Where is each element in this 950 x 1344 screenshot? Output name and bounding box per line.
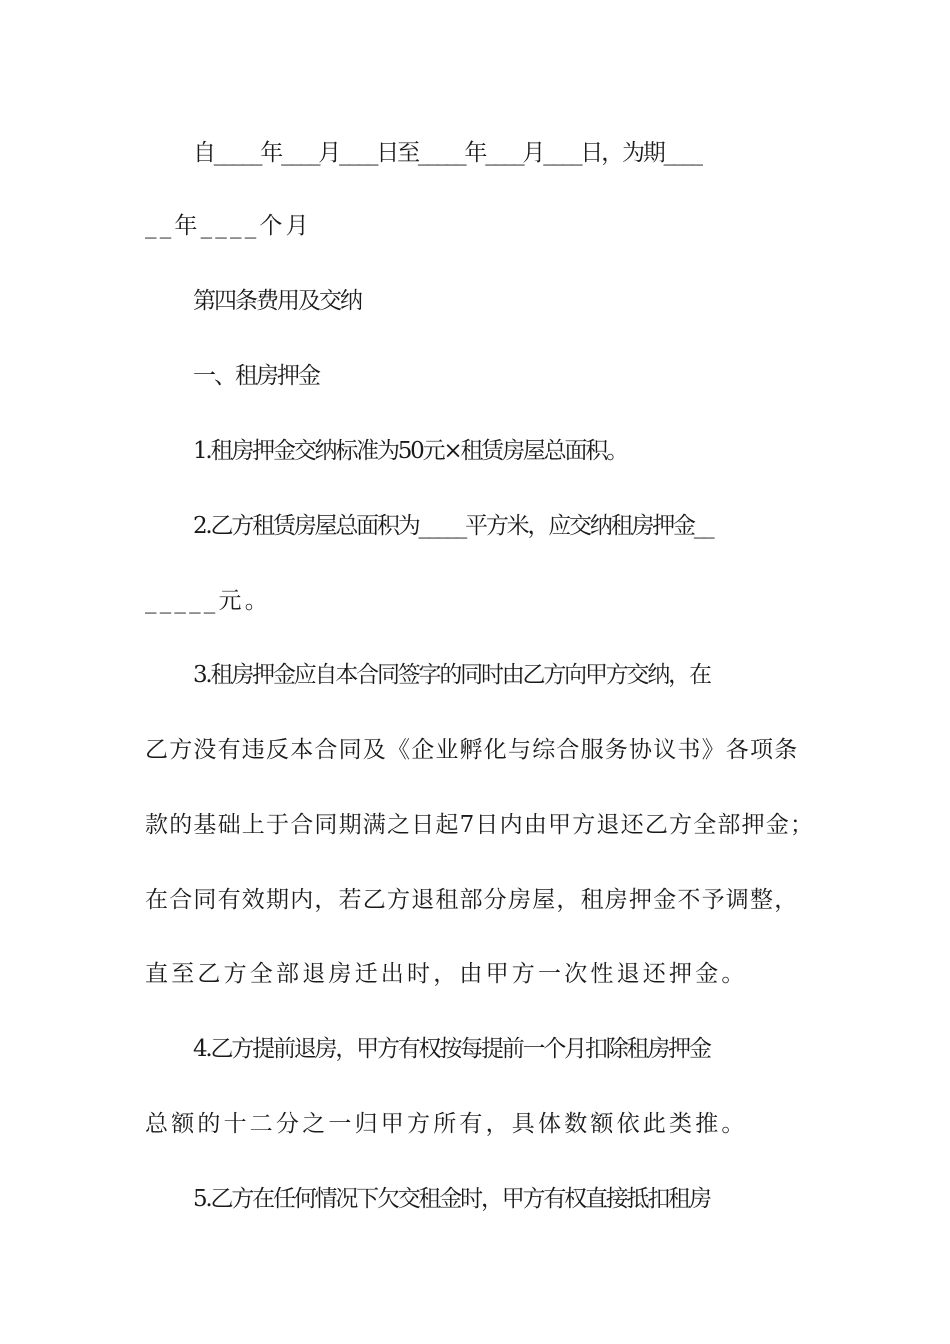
text-line-10: 款的基础上于合同期满之日起7日内由甲方退还乙方全部押金； bbox=[145, 812, 815, 838]
text-line-9: 乙方没有违反本合同及《企业孵化与综合服务协议书》各项条 bbox=[145, 737, 799, 763]
text-line-8: 3.租房押金应自本合同签字的同时由乙方向甲方交纳，在 bbox=[193, 662, 710, 688]
text-line-7: _____元。 bbox=[145, 588, 271, 614]
text-line-12: 直至乙方全部退房迁出时，由甲方一次性退还押金。 bbox=[145, 961, 748, 987]
text-line-5: 1.租房押金交纳标准为50元×租赁房屋总面积。 bbox=[193, 438, 627, 464]
text-line-2: __年____个月 bbox=[145, 213, 312, 239]
text-line-14: 总额的十二分之一归甲方所有，具体数额依此类推。 bbox=[145, 1111, 748, 1137]
section-heading: 第四条费用及交纳 bbox=[193, 288, 361, 314]
text-line-6: 2.乙方租赁房屋总面积为_____平方米，应交纳租房押金__ bbox=[193, 513, 713, 539]
text-line-11: 在合同有效期内，若乙方退租部分房屋，租房押金不予调整， bbox=[145, 887, 799, 913]
text-line-15: 5.乙方在任何情况下欠交租金时，甲方有权直接抵扣租房 bbox=[193, 1186, 710, 1212]
subsection-heading: 一、租房押金 bbox=[193, 363, 319, 389]
text-line-13: 4.乙方提前退房，甲方有权按每提前一个月扣除租房押金 bbox=[193, 1036, 710, 1062]
text-line-1: 自_____年____月____日至_____年____月____日，为期____ bbox=[193, 140, 701, 166]
